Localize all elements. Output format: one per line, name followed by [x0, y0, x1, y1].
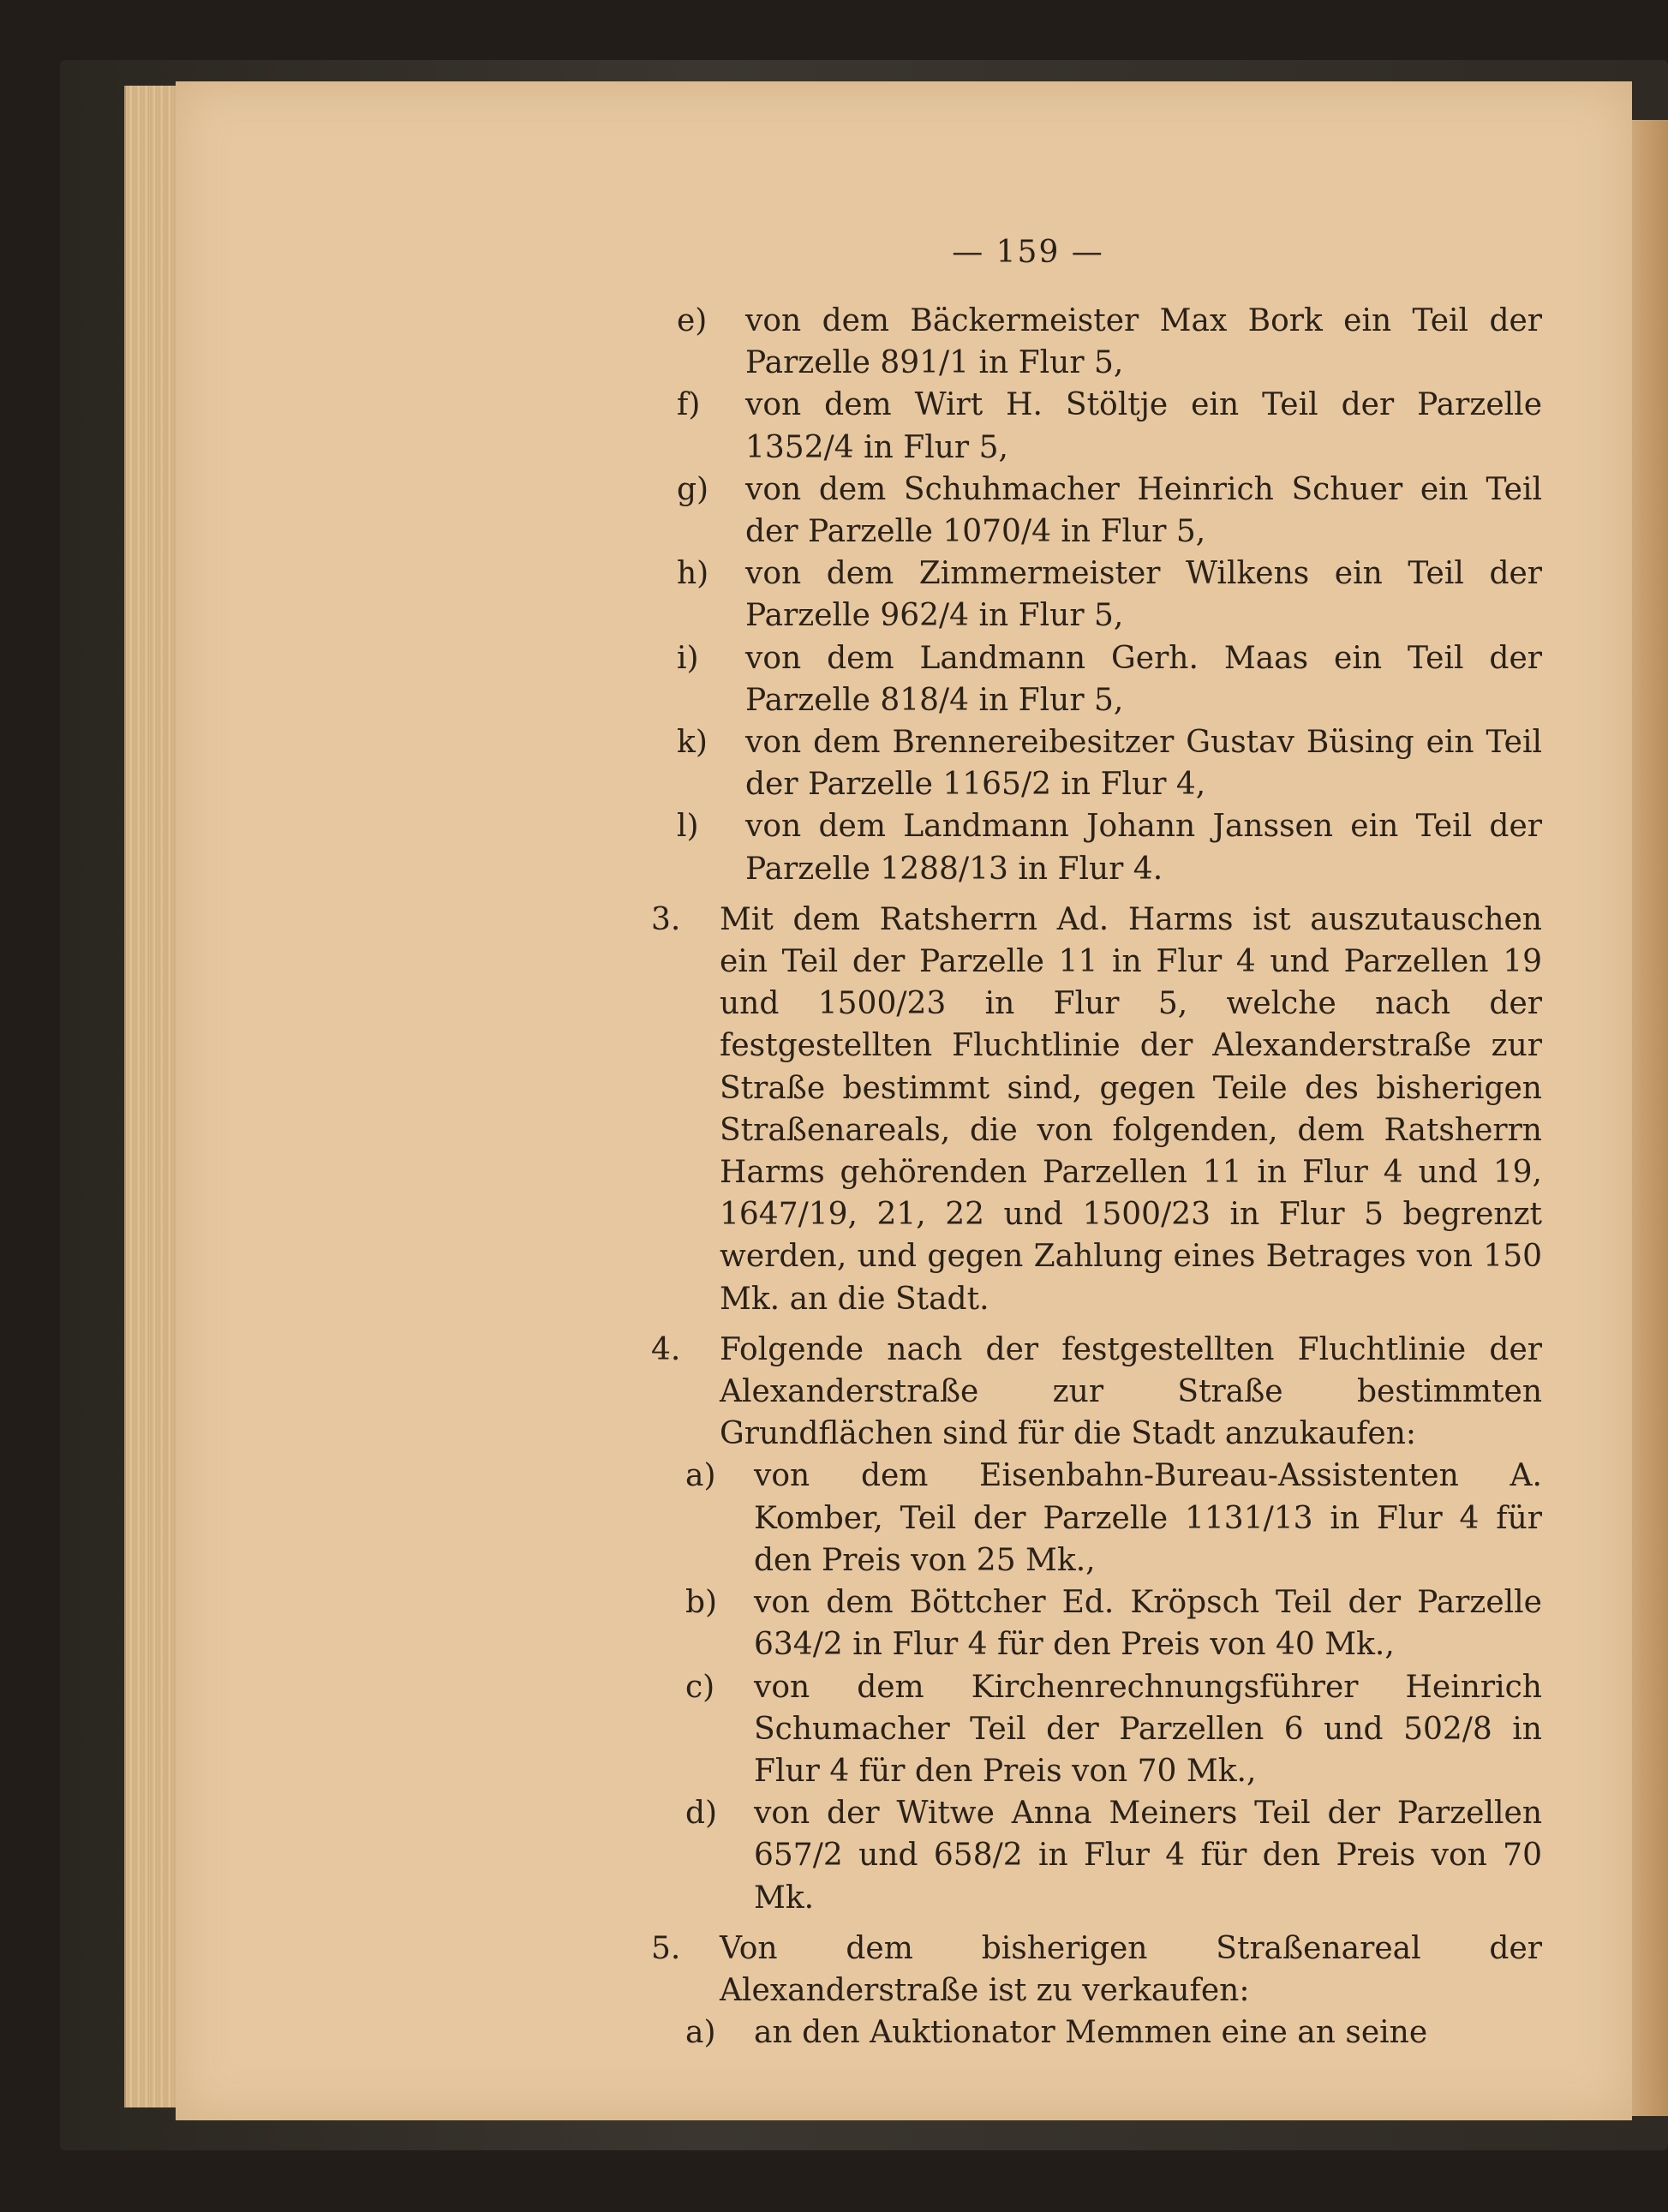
page-text [651, 231, 1542, 2054]
list-item [668, 300, 1542, 384]
section-number: 3. [651, 901, 681, 937]
list-item [668, 637, 1542, 721]
item-label: e) [677, 303, 708, 338]
item-label: k) [677, 725, 708, 761]
list-item [668, 805, 1542, 889]
item-text: von dem Landmann Johann Janssen ein Teil der Parzelle 1288/13 in Flur 4. [745, 809, 1542, 887]
item-label: b) [685, 1585, 718, 1621]
section-text: Mit dem Ratsherrn Ad. Harms ist auszutauschen ein Teil der Parzelle 11 in Flur 4 und Parzellen 19 und 1500/23 in Flur 5, welche nach der festgestellten Fluchtlinie der Alexanderstraße zur Straße bestimmt sind, gegen Teile des bisherigen Straßenareals, die von folgenden, dem Ratsherrn Harms gehörenden Parzellen 11 in Flur 4 und 19, 1647/19, 21, 22 und 1500/23 in Flur 5 begrenzt werden, und gegen Zahlung eines Betrages von 150 Mk. an die Stadt. [720, 901, 1542, 1317]
list-item [668, 2012, 1542, 2054]
list-item [668, 469, 1542, 553]
section-text: Folgende nach der festgestellten Fluchtlinie der Alexanderstraße zur Straße bestimmten Grundflächen sind für die Stadt anzukaufen: [720, 1331, 1542, 1452]
item-label: c) [685, 1669, 715, 1705]
section-3 [651, 899, 1542, 1320]
item-label: g) [677, 471, 709, 507]
item-label: l) [677, 809, 699, 845]
item-text: von dem Schuhmacher Heinrich Schuer ein Teil der Parzelle 1070/4 in Flur 5, [745, 471, 1542, 550]
item-text: von dem Eisenbahn-Bureau-Assistenten A. Komber, Teil der Parzelle 1131/13 in Flur 4 für den Preis von 25 Mk., [754, 1458, 1542, 1578]
list-item [668, 1581, 1542, 1665]
list-item [668, 1455, 1542, 1581]
item-text: von dem Bäckermeister Max Bork ein Teil der Parzelle 891/1 in Flur 5, [745, 303, 1542, 381]
section-4 [651, 1329, 1542, 1456]
item-label: a) [685, 2015, 716, 2051]
item-label: a) [685, 1458, 716, 1494]
item-text: von dem Wirt H. Stöltje ein Teil der Parzelle 1352/4 in Flur 5, [745, 387, 1542, 465]
list-item [668, 721, 1542, 805]
item-text: von dem Landmann Gerh. Maas ein Teil der Parzelle 818/4 in Flur 5, [745, 640, 1542, 718]
item-text: an den Auktionator Memmen eine an seine [754, 2015, 1428, 2051]
section-number: 5. [651, 1930, 681, 1966]
section-number: 4. [651, 1331, 681, 1367]
facing-page-edge [1632, 120, 1668, 2116]
item-label: i) [677, 640, 699, 676]
list-item [668, 553, 1542, 637]
section-5 [651, 1928, 1542, 2012]
item-text: von der Witwe Anna Meiners Teil der Parzellen 657/2 und 658/2 in Flur 4 für den Preis von 70 Mk. [754, 1796, 1542, 1916]
item-label: f) [677, 387, 701, 423]
item-label: d) [685, 1796, 718, 1832]
item-text: von dem Kirchenrechnungsführer Heinrich Schumacher Teil der Parzellen 6 und 502/8 in Flur 4 für den Preis von 70 Mk., [754, 1669, 1542, 1789]
list-item [668, 1792, 1542, 1919]
item-text: von dem Zimmermeister Wilkens ein Teil der Parzelle 962/4 in Flur 5, [745, 556, 1542, 634]
item-label: h) [677, 556, 709, 592]
list-item [668, 1666, 1542, 1793]
item-text: von dem Brennereibesitzer Gustav Büsing ein Teil der Parzelle 1165/2 in Flur 4, [745, 725, 1542, 803]
page-number: — 159 — [952, 235, 1104, 270]
item-text: von dem Böttcher Ed. Kröpsch Teil der Parzelle 634/2 in Flur 4 für den Preis von 40 Mk., [754, 1585, 1542, 1663]
section-text: Von dem bisherigen Straßenareal der Alexanderstraße ist zu verkaufen: [720, 1930, 1542, 2008]
list-item [668, 384, 1542, 468]
